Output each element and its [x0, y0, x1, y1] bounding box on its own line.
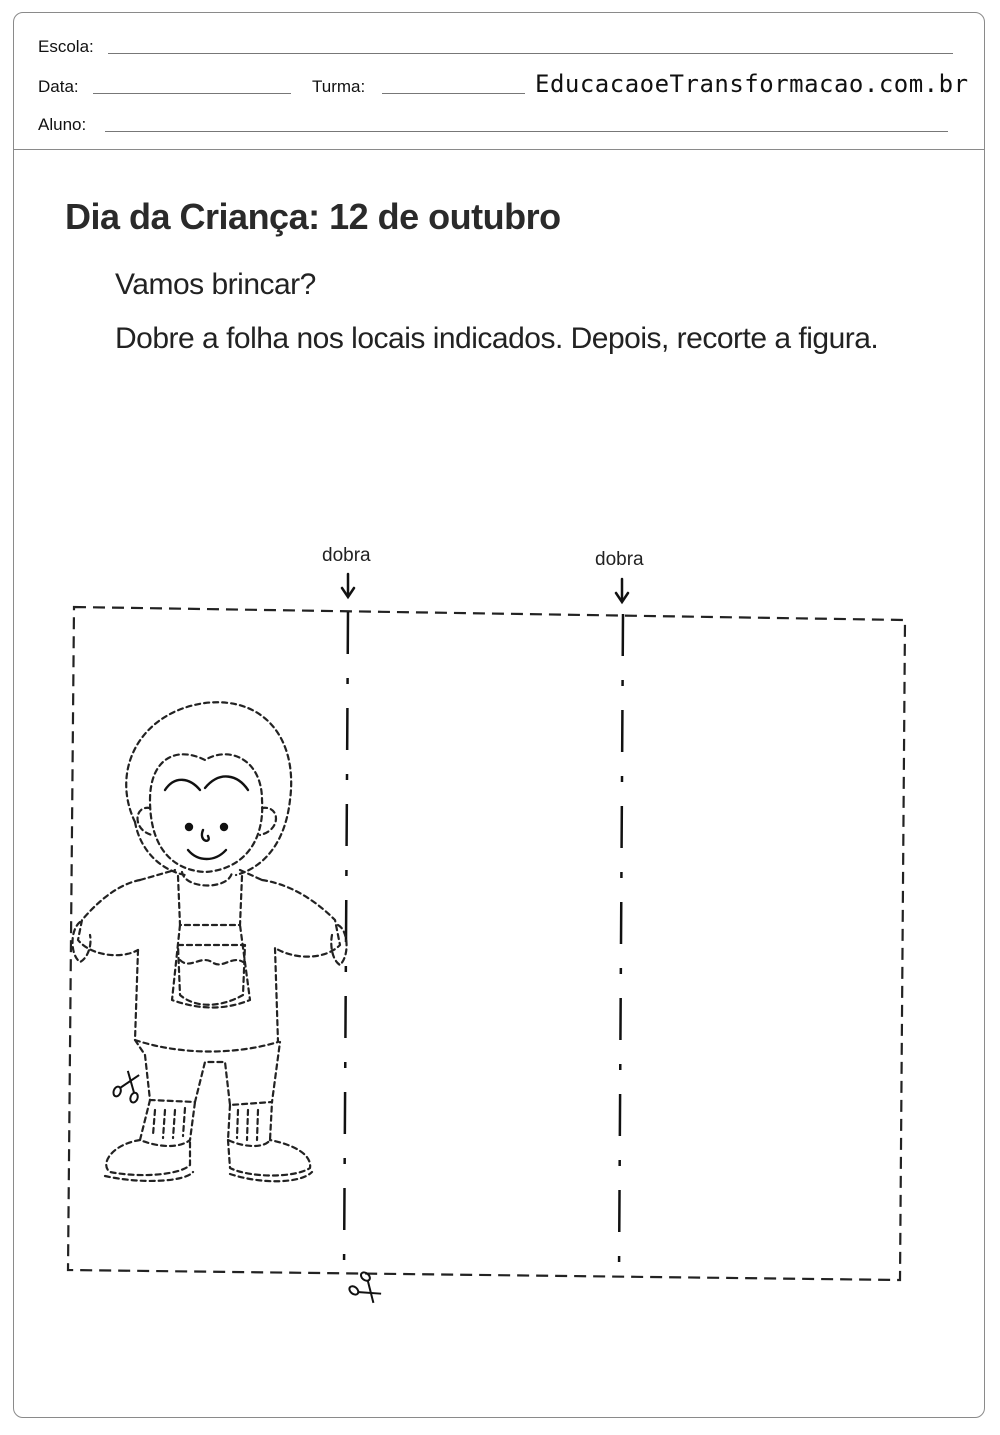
fold-label-left: dobra	[322, 545, 371, 566]
prompt-text: Vamos brincar?	[115, 268, 316, 301]
scissors-icon	[112, 1069, 145, 1104]
fold-label-right: dobra	[595, 549, 644, 570]
site-watermark: EducacaoeTransformacao.com.br	[535, 70, 969, 98]
instruction-text: Dobre a folha nos locais indicados. Depois, recorte a figura.	[115, 322, 879, 355]
school-label: Escola:	[38, 37, 94, 56]
student-label: Aluno:	[38, 115, 87, 134]
cut-outline	[68, 607, 905, 1280]
arrow-down-icon	[342, 574, 354, 597]
arrow-down-icon	[616, 579, 628, 602]
class-label: Turma:	[312, 77, 366, 96]
fold-line-right	[619, 614, 623, 1276]
scissors-icon	[348, 1271, 386, 1308]
boy-face-details	[165, 776, 248, 859]
date-label: Data:	[38, 77, 79, 96]
boy-figure	[73, 702, 347, 1181]
page-title: Dia da Criança: 12 de outubro	[65, 196, 561, 237]
